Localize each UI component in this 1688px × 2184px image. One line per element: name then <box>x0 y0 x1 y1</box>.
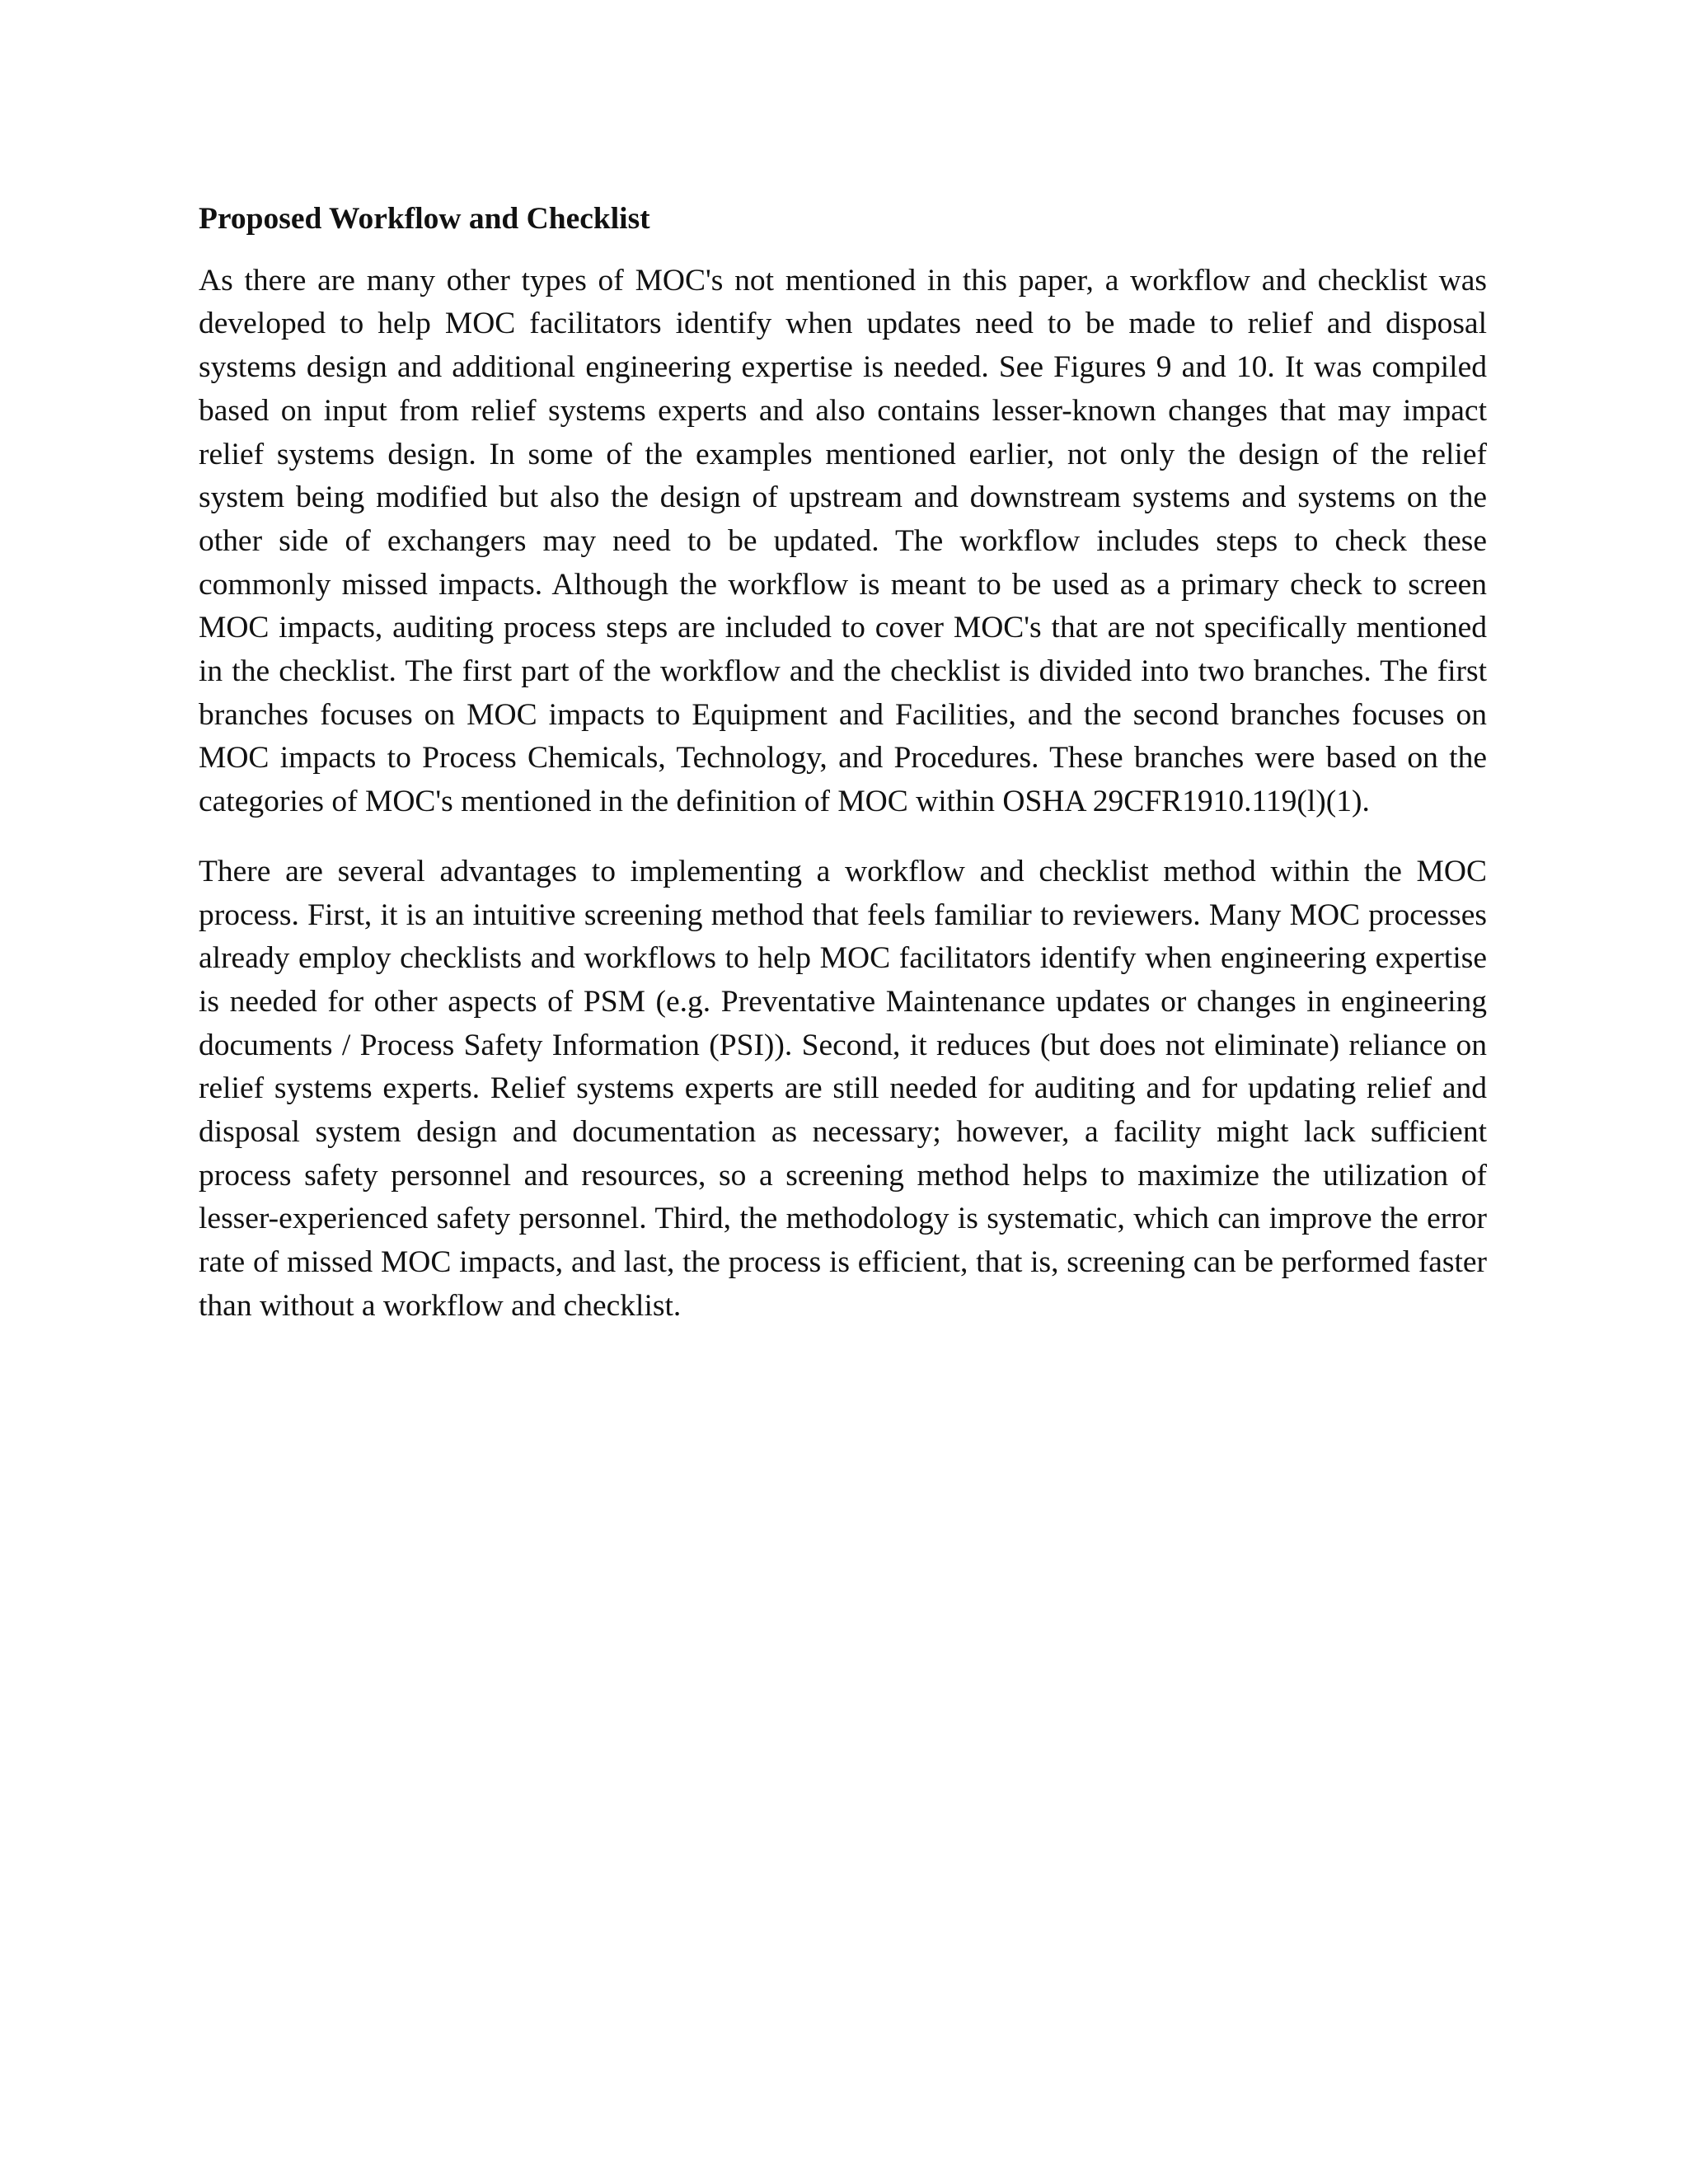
paragraph-workflow-checklist: As there are many other types of MOC's not mentioned in this paper, a workflow and checklist was developed to help MOC facilitators identify when updates need to be made to relief and disposal systems design and additional engineering expertise is needed. See Figures 9 and 10. It was compiled based on input from relief systems experts and also contains lesser-known changes that may impact relief systems design. In some of the examples mentioned earlier, not only the design of the relief system being modified but also the design of upstream and downstream systems and systems on the other side of exchangers may need to be updated. The workflow includes steps to check these commonly missed impacts. Although the workflow is meant to be used as a primary check to screen MOC impacts, auditing process steps are included to cover MOC's that are not specifically mentioned in the checklist. The first part of the workflow and the checklist is divided into two branches. The first branches focuses on MOC impacts to Equipment and Facilities, and the second branches focuses on MOC impacts to Process Chemicals, Technology, and Procedures. These branches were based on the categories of MOC's mentioned in the definition of MOC within OSHA 29CFR1910.119(l)(1). <box>199 263 1487 819</box>
document-body <box>199 198 1487 1329</box>
paragraph-advantages: There are several advantages to implementing a workflow and checklist method within the MOC process. First, it is an intuitive screening method that feels familiar to reviewers. Many MOC processes already employ checklists and workflows to help MOC facilitators identify when engineering expertise is needed for other aspects of PSM (e.g. Preventative Maintenance updates or changes in engineering documents / Process Safety Information (PSI)). Second, it reduces (but does not eliminate) reliance on relief systems experts. Relief systems experts are still needed for auditing and for updating relief and disposal system design and documentation as necessary; however, a facility might lack sufficient process safety personnel and resources, so a screening method helps to maximize the utilization of lesser-experienced safety personnel. Third, the methodology is systematic, which can improve the error rate of missed MOC impacts, and last, the process is efficient, that is, screening can be performed faster than without a workflow and checklist. <box>199 854 1487 1323</box>
section-heading: Proposed Workflow and Checklist <box>199 202 650 236</box>
